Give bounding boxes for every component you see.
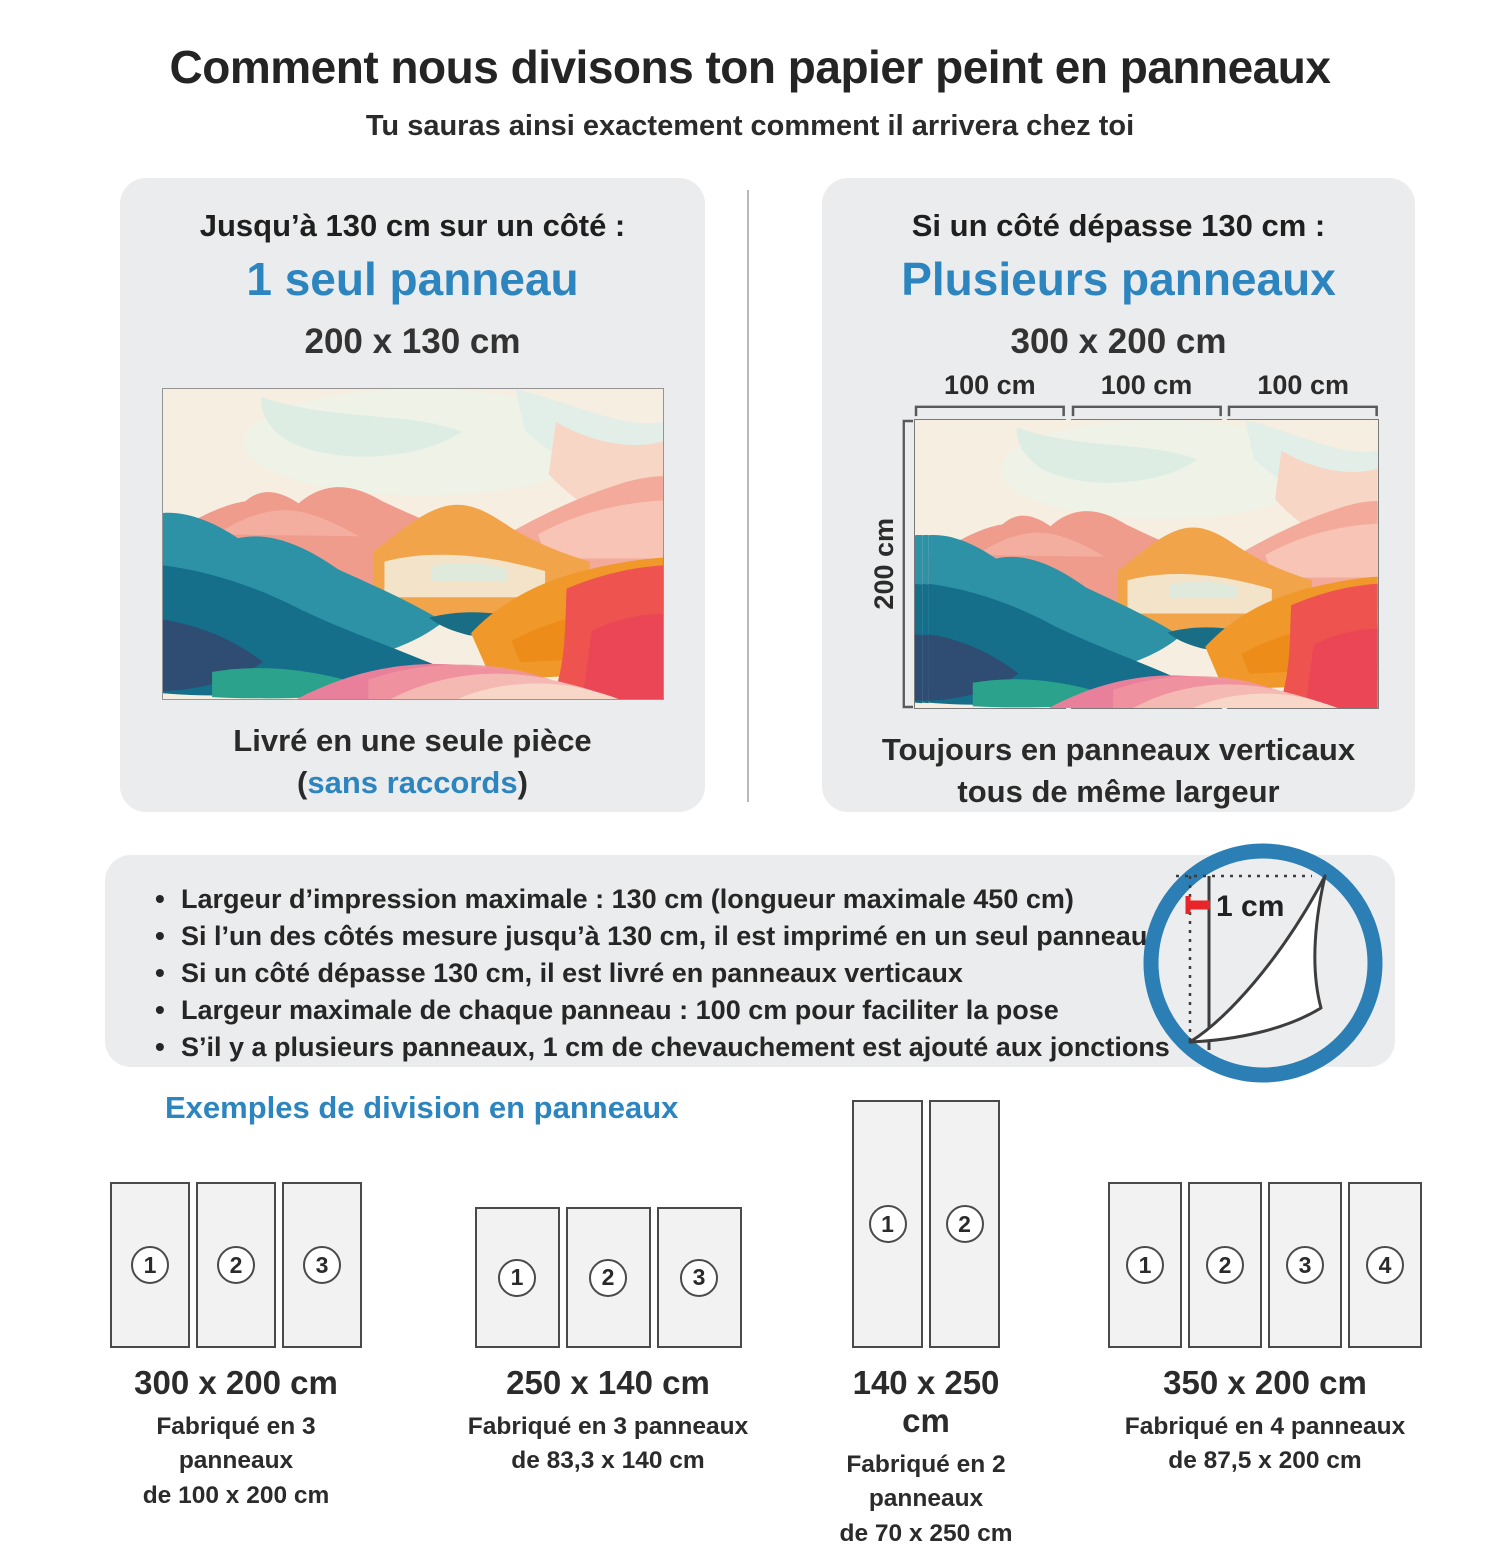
- panel-number: 1: [1126, 1246, 1164, 1284]
- example-desc: [1098, 1410, 1432, 1479]
- multiple-headline: Plusieurs panneaux: [901, 253, 1336, 305]
- wallpaper-panel-3: [1227, 419, 1379, 709]
- option-cards: [120, 178, 1415, 812]
- watercolor-artwork: [163, 389, 663, 699]
- panel-number: 2: [589, 1259, 627, 1297]
- example-size: 350 x 200 cm: [1163, 1364, 1367, 1401]
- rule-item: • Largeur d’impression maximale : 130 cm (longueur maximale 450 cm): [151, 881, 1211, 918]
- width-bracket: [914, 404, 1066, 417]
- panel: [282, 1182, 362, 1348]
- panel: [196, 1182, 276, 1348]
- overlap-label: 1 cm: [1216, 890, 1285, 923]
- single-condition: Jusqu’à 130 cm sur un côté :: [199, 208, 626, 243]
- panel: [657, 1207, 742, 1348]
- single-caption-line2: [120, 762, 705, 804]
- panel: [566, 1207, 651, 1348]
- page-title: Comment nous divisons ton papier peint en panneaux: [169, 41, 1331, 93]
- example-desc: [466, 1410, 750, 1479]
- width-label: 100 cm: [944, 370, 1036, 400]
- panel: [1348, 1182, 1422, 1348]
- width-bracket: [1227, 404, 1379, 417]
- rule-item: • Largeur maximale de chaque panneau : 100 cm pour faciliter la pose: [151, 992, 1211, 1029]
- example-panels: [836, 1100, 1016, 1348]
- multiple-caption-line2: tous de même largeur: [957, 773, 1280, 809]
- examples-row: [0, 1100, 1500, 1547]
- panel: [1108, 1182, 1182, 1348]
- width-measure: [914, 370, 1066, 417]
- panelled-image-row: [870, 419, 1415, 709]
- example-desc-line2: de 70 x 250 cm: [839, 1519, 1013, 1547]
- height-measure: [870, 419, 914, 709]
- width-measure: [1071, 370, 1223, 417]
- example-350x200: [1098, 1100, 1432, 1479]
- example-desc-line1: Fabriqué en 2 panneaux: [846, 1451, 1006, 1513]
- multiple-size: 300 x 200 cm: [1010, 322, 1227, 361]
- panel-number: 3: [1286, 1246, 1324, 1284]
- panel: [852, 1100, 923, 1348]
- width-measures: [914, 370, 1379, 417]
- example-desc-line1: Fabriqué en 3 panneaux: [467, 1413, 749, 1440]
- panel-number: 2: [946, 1205, 984, 1243]
- example-size: 250 x 140 cm: [506, 1364, 710, 1401]
- example-size: 300 x 200 cm: [134, 1364, 338, 1401]
- panel: [110, 1182, 190, 1348]
- page-subtitle: Tu sauras ainsi exactement comment il arrivera chez toi: [365, 110, 1135, 142]
- wallpaper-image-single: [162, 388, 664, 700]
- card-multiple-panels: [822, 178, 1415, 812]
- panel-number: 2: [1206, 1246, 1244, 1284]
- single-headline: 1 seul panneau: [246, 253, 579, 305]
- card-multiple-head: [822, 178, 1415, 362]
- cards-divider: [747, 190, 749, 802]
- panel: [1188, 1182, 1262, 1348]
- panel: [929, 1100, 1000, 1348]
- example-desc-line1: Fabriqué en 4 panneaux: [1124, 1413, 1406, 1440]
- single-caption: [120, 720, 705, 804]
- example-desc-line2: de 100 x 200 cm: [142, 1481, 330, 1509]
- examples-heading: Exemples de division en panneaux: [165, 1090, 679, 1125]
- overlap-badge: [1140, 840, 1386, 1086]
- rule-item: • Si l’un des côtés mesure jusqu’à 130 cm, il est imprimé en un seul panneau: [151, 918, 1211, 955]
- rule-item: • S’il y a plusieurs panneaux, 1 cm de chevauchement est ajouté aux jonctions: [151, 1029, 1211, 1066]
- example-140x250: [836, 1100, 1016, 1551]
- example-250x140: [466, 1100, 750, 1479]
- panel-number: 1: [869, 1205, 907, 1243]
- rules-list: [105, 855, 1211, 1066]
- multiple-caption: [822, 729, 1415, 813]
- card-single-head: [120, 178, 705, 362]
- panel-number: 4: [1366, 1246, 1404, 1284]
- multiple-caption-line1: Toujours en panneaux verticaux: [881, 732, 1356, 767]
- paren-close: ): [517, 764, 528, 800]
- watercolor-artwork-slice: [1228, 420, 1378, 708]
- page-curl-icon: [1140, 840, 1386, 1086]
- panel-number: 3: [303, 1246, 341, 1284]
- height-bracket: [901, 419, 914, 709]
- example-desc: [98, 1410, 374, 1513]
- panel: [475, 1207, 560, 1348]
- example-desc: [836, 1448, 1016, 1551]
- paren-open: (: [297, 764, 308, 800]
- width-label: 100 cm: [1100, 370, 1193, 400]
- single-caption-highlight: sans raccords: [307, 764, 518, 800]
- card-single-panel: [120, 178, 705, 812]
- width-measure: [1227, 370, 1379, 417]
- single-caption-line1: Livré en une seule pièce: [233, 723, 592, 758]
- wallpaper-image-panels: [914, 419, 1379, 709]
- panel: [1268, 1182, 1342, 1348]
- multiple-condition: Si un côté dépasse 130 cm :: [911, 208, 1326, 243]
- example-panels: [98, 1100, 374, 1348]
- width-label: 100 cm: [1257, 370, 1349, 400]
- panel-number: 2: [217, 1246, 255, 1284]
- rule-item: • Si un côté dépasse 130 cm, il est livré en panneaux verticaux: [151, 955, 1211, 992]
- example-desc-line2: de 87,5 x 200 cm: [1168, 1447, 1362, 1475]
- single-size: 200 x 130 cm: [304, 322, 521, 361]
- example-300x200: [98, 1100, 374, 1513]
- panel-number: 3: [680, 1259, 718, 1297]
- panel-number: 1: [131, 1246, 169, 1284]
- height-label: 200 cm: [869, 518, 899, 610]
- example-desc-line2: de 83,3 x 140 cm: [511, 1447, 705, 1475]
- panel-number: 1: [498, 1259, 536, 1297]
- example-panels: [1098, 1100, 1432, 1348]
- example-desc-line1: Fabriqué en 3 panneaux: [156, 1413, 316, 1475]
- example-panels: [466, 1100, 750, 1348]
- example-size: 140 x 250 cm: [852, 1364, 1000, 1439]
- width-bracket: [1071, 404, 1223, 417]
